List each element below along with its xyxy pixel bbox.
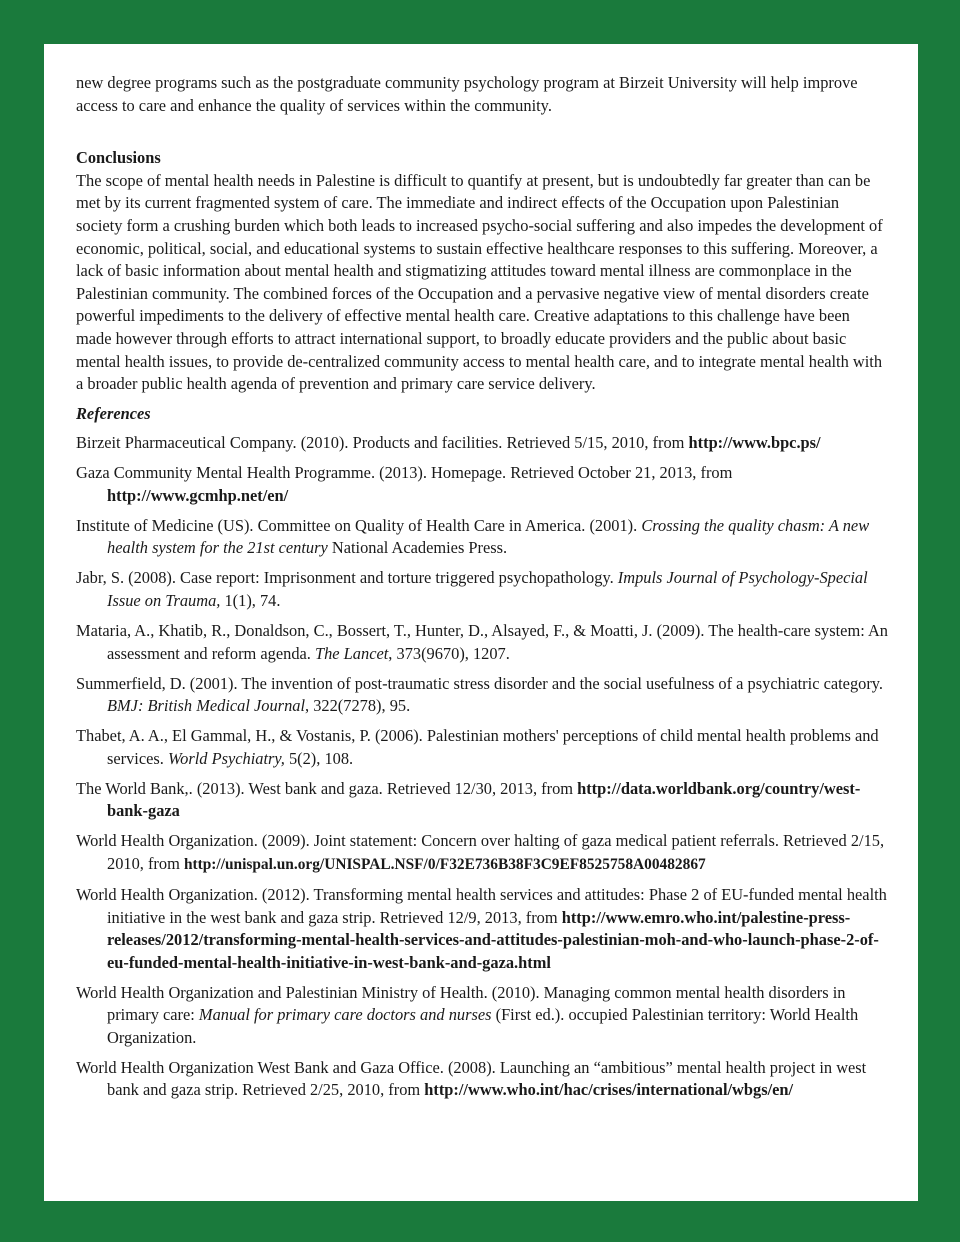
reference-link[interactable]: http://data.worldbank.org/country/west-bank-gaza: [107, 778, 861, 821]
reference-item: World Health Organization West Bank and Gaza Office. (2008). Launching an “ambitious” mental health project in west bank and gaza strip. Retrieved 2/25, 2010, from http://www.who.int/hac/crises/international/wbgs/en/: [76, 1057, 867, 1100]
reference-title: The Lancet: [315, 643, 389, 663]
reference-title: Manual for primary care doctors and nurses: [198, 1005, 492, 1025]
reference-item: World Health Organization. (2012). Transforming mental health services and attitudes: Phase 2 of EU-funded mental health initiative in the west bank and gaza strip. Retrieved 12/9, 2013, from http://www.emro.who.int/palestine-press-releases/2012/transforming-mental-health-services-and-attitudes-palestinian-moh-and-who-launch-phase-2-of-eu-funded-mental-health-initiative-in-west-bank-and-gaza.html: [76, 884, 887, 972]
reference-item: Institute of Medicine (US). Committee on Quality of Health Care in America. (2001). Crossing the quality chasm: A new health system for the 21st century National Academies Press.: [76, 515, 870, 558]
reference-link[interactable]: http://www.who.int/hac/crises/international/wbgs/en/: [424, 1080, 794, 1100]
reference-title: Crossing the quality chasm: A new health system for the 21st century: [107, 515, 870, 558]
reference-item: Summerfield, D. (2001). The invention of post-traumatic stress disorder and the social usefulness of a psychiatric category. BMJ: British Medical Journal, 322(7278), 95.: [76, 673, 884, 716]
reference-list: [76, 432, 888, 1102]
document-page: [44, 44, 918, 1201]
intro-paragraph: new degree programs such as the postgraduate community psychology program at Birzeit University will help improve access to care and enhance the quality of services within the community.: [76, 73, 858, 115]
reference-title: World Psychiatry,: [168, 748, 285, 768]
references-heading: References: [76, 403, 151, 423]
reference-link[interactable]: http://unispal.un.org/UNISPAL.NSF/0/F32E736B38F3C9EF8525758A00482867: [183, 855, 706, 873]
reference-link[interactable]: http://www.bpc.ps/: [688, 433, 821, 453]
reference-item: The World Bank,. (2013). West bank and gaza. Retrieved 12/30, 2013, from http://data.worldbank.org/country/west-bank-gaza: [76, 778, 861, 821]
reference-item: World Health Organization and Palestinian Ministry of Health. (2010). Managing common mental health disorders in primary care: Manual for primary care doctors and nurses (First ed.). occupied Palestinian territory: World Health Organization.: [76, 982, 859, 1047]
reference-link[interactable]: http://www.gcmhp.net/en/: [107, 485, 289, 505]
reference-item: World Health Organization. (2009). Joint statement: Concern over halting of gaza medical patient referrals. Retrieved 2/15, 2010, from http://unispal.un.org/UNISPAL.NSF/0/F32E736B38F3C9EF8525758A00482867: [76, 831, 885, 873]
conclusions-heading: Conclusions: [76, 148, 161, 168]
reference-item: Mataria, A., Khatib, R., Donaldson, C., Bossert, T., Hunter, D., Alsayed, F., & Moatti, J. (2009). The health-care system: An assessment and reform agenda. The Lancet, 373(9670), 1207.: [76, 621, 888, 663]
reference-item: Jabr, S. (2008). Case report: Imprisonment and torture triggered psychopathology. Impuls Journal of Psychology-Special Issue on Trauma, 1(1), 74.: [76, 568, 868, 611]
reference-item: Thabet, A. A., El Gammal, H., & Vostanis, P. (2006). Palestinian mothers' perceptions of child mental health problems and services. World Psychiatry, 5(2), 108.: [76, 726, 879, 768]
reference-item: Gaza Community Mental Health Programme. (2013). Homepage. Retrieved October 21, 2013, from http://www.gcmhp.net/en/: [76, 463, 733, 505]
reference-link[interactable]: http://www.emro.who.int/palestine-press-releases/2012/transforming-mental-health-services-and-attitudes-palestinian-moh-and-who-launch-phase-2-of-eu-funded-mental-health-initiative-in-west-bank-and-gaza.html: [107, 907, 879, 972]
conclusions-paragraph: The scope of mental health needs in Palestine is difficult to quantify at present, but is undoubtedly far greater than can be met by its current fragmented system of care. The immediate and indirect effects of the Occupation upon Palestinian society form a crushing burden which both leads to increased psycho-social suffering and also impedes the development of economic, political, social, and educational systems to sustain effective healthcare responses to this suffering. Moreover, a lack of basic information about mental health and stigmatizing attitudes toward mental illness are commonplace in the Palestinian community. The combined forces of the Occupation and a pervasive negative view of mental disorders create powerful impediments to the delivery of effective mental health care. Creative adaptations to this challenge have been made however through efforts to attract international support, to broadly educate providers and the public about basic mental health issues, to provide de-centralized community access to mental health care, and to integrate mental health with a broader public health agenda of prevention and primary care service delivery.: [76, 170, 883, 394]
reference-title: BMJ: British Medical Journal: [107, 696, 306, 716]
reference-item: Birzeit Pharmaceutical Company. (2010). Products and facilities. Retrieved 5/15, 2010, from http://www.bpc.ps/: [76, 433, 821, 453]
reference-title: Impuls Journal of Psychology-Special Issue on Trauma,: [107, 568, 868, 611]
